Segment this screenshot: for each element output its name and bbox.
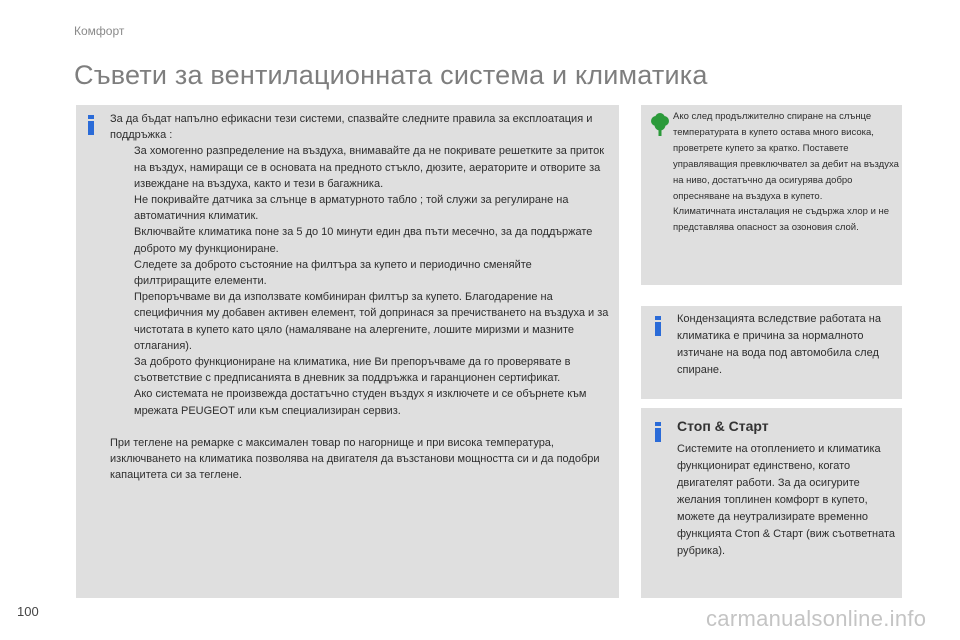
list-item-extra: Препоръчваме ви да използвате комбиниран филтър за купето. Благодарение на специфичния му добавен активен елемент, той допринася за пречистването на въздуха и за чистотата в купето като цяло (намаляване на алергените, лошите миризми и мазните отлагания). bbox=[134, 291, 609, 352]
eco-paragraph: Климатичната инсталация не съдържа хлор и не представлява опасност за озоновия слой. bbox=[673, 206, 890, 234]
section-label: Комфорт bbox=[74, 24, 125, 38]
stop-start-text: Системите на отоплението и климатика функционират единствено, когато двигателят работи. За да осигурите желания топлинен комфорт в купето, можете да неутрализирате временно функцията Стоп & Старт (виж съответната рубрика). bbox=[677, 443, 895, 557]
page-title: Съвети за вентилационната система и климатика bbox=[74, 60, 708, 90]
list-item bbox=[110, 192, 610, 224]
list-item-text: За хомогенно разпределение на въздуха, внимавайте да не покривате решетките за приток на въздух, намиращи се в основата на предното стъкло, дюзите, аераторите и отворите за извеждане на въздуха, както и тези в багажника. bbox=[134, 145, 605, 190]
stop-start-title: Стоп & Старт bbox=[677, 418, 769, 434]
stop-start-note-panel bbox=[641, 408, 902, 598]
list-item-text: Не покривайте датчика за слънце в арматурното табло ; той служи за регулиране на автоматичния климатик. bbox=[134, 194, 569, 223]
list-item bbox=[110, 354, 610, 386]
list-item-text: Ако системата не произвежда достатъчно студен въздух я изключете и се обърнете към мрежата PEUGEOT или към специализиран сервиз. bbox=[134, 388, 587, 417]
list-item bbox=[110, 386, 610, 418]
advice-list bbox=[110, 143, 610, 418]
condensation-note-panel bbox=[641, 306, 902, 399]
list-item bbox=[110, 143, 610, 192]
list-item-text: Следете за доброто състояние на филтъра за купето и периодично сменяйте филтриращите елементи. bbox=[134, 258, 532, 288]
eco-note-text bbox=[673, 109, 899, 236]
list-item-text: За доброто функциониране на климатика, ние Ви препоръчваме да го проверявате в съответствие с предписанията в дневник за поддръжка и гаранционен сертификат. bbox=[134, 356, 571, 385]
list-item-text: Включвайте климатика поне за 5 до 10 минути един два пъти месечно, за да поддържате доброто му функциониране. bbox=[134, 226, 593, 255]
main-advice-panel bbox=[76, 105, 619, 598]
eco-note-panel bbox=[641, 105, 902, 285]
list-item bbox=[110, 257, 610, 354]
towing-paragraph: При теглене на ремарке с максимален товар по нагорнище и при висока температура, изключването на климатика позволява на двигателя да възстанови мощността си и да подобри капацитета си за теглене. bbox=[110, 436, 600, 482]
page-number: 100 bbox=[17, 604, 39, 619]
watermark: carmanualsonline.info bbox=[706, 606, 927, 631]
tree-icon bbox=[650, 113, 670, 137]
intro-paragraph: За да бъдат напълно ефикасни тези системи, спазвайте следните правила за експлоатация и поддръжка : bbox=[110, 113, 593, 142]
eco-paragraph: Ако след продължително спиране на слънце температурата в купето остава много висока, проветрете купето за кратко. Поставете управляващия превключвател за дебит на въздуха на ниво, достатъчно да осигурява добро опресняване на въздуха в купето. bbox=[673, 111, 899, 202]
main-advice-text bbox=[110, 111, 610, 483]
condensation-note-text: Кондензацията вследствие работата на климатика е причина за нормалното изтичане на вода под автомобила след спиране. bbox=[677, 313, 881, 376]
list-item bbox=[110, 224, 610, 256]
